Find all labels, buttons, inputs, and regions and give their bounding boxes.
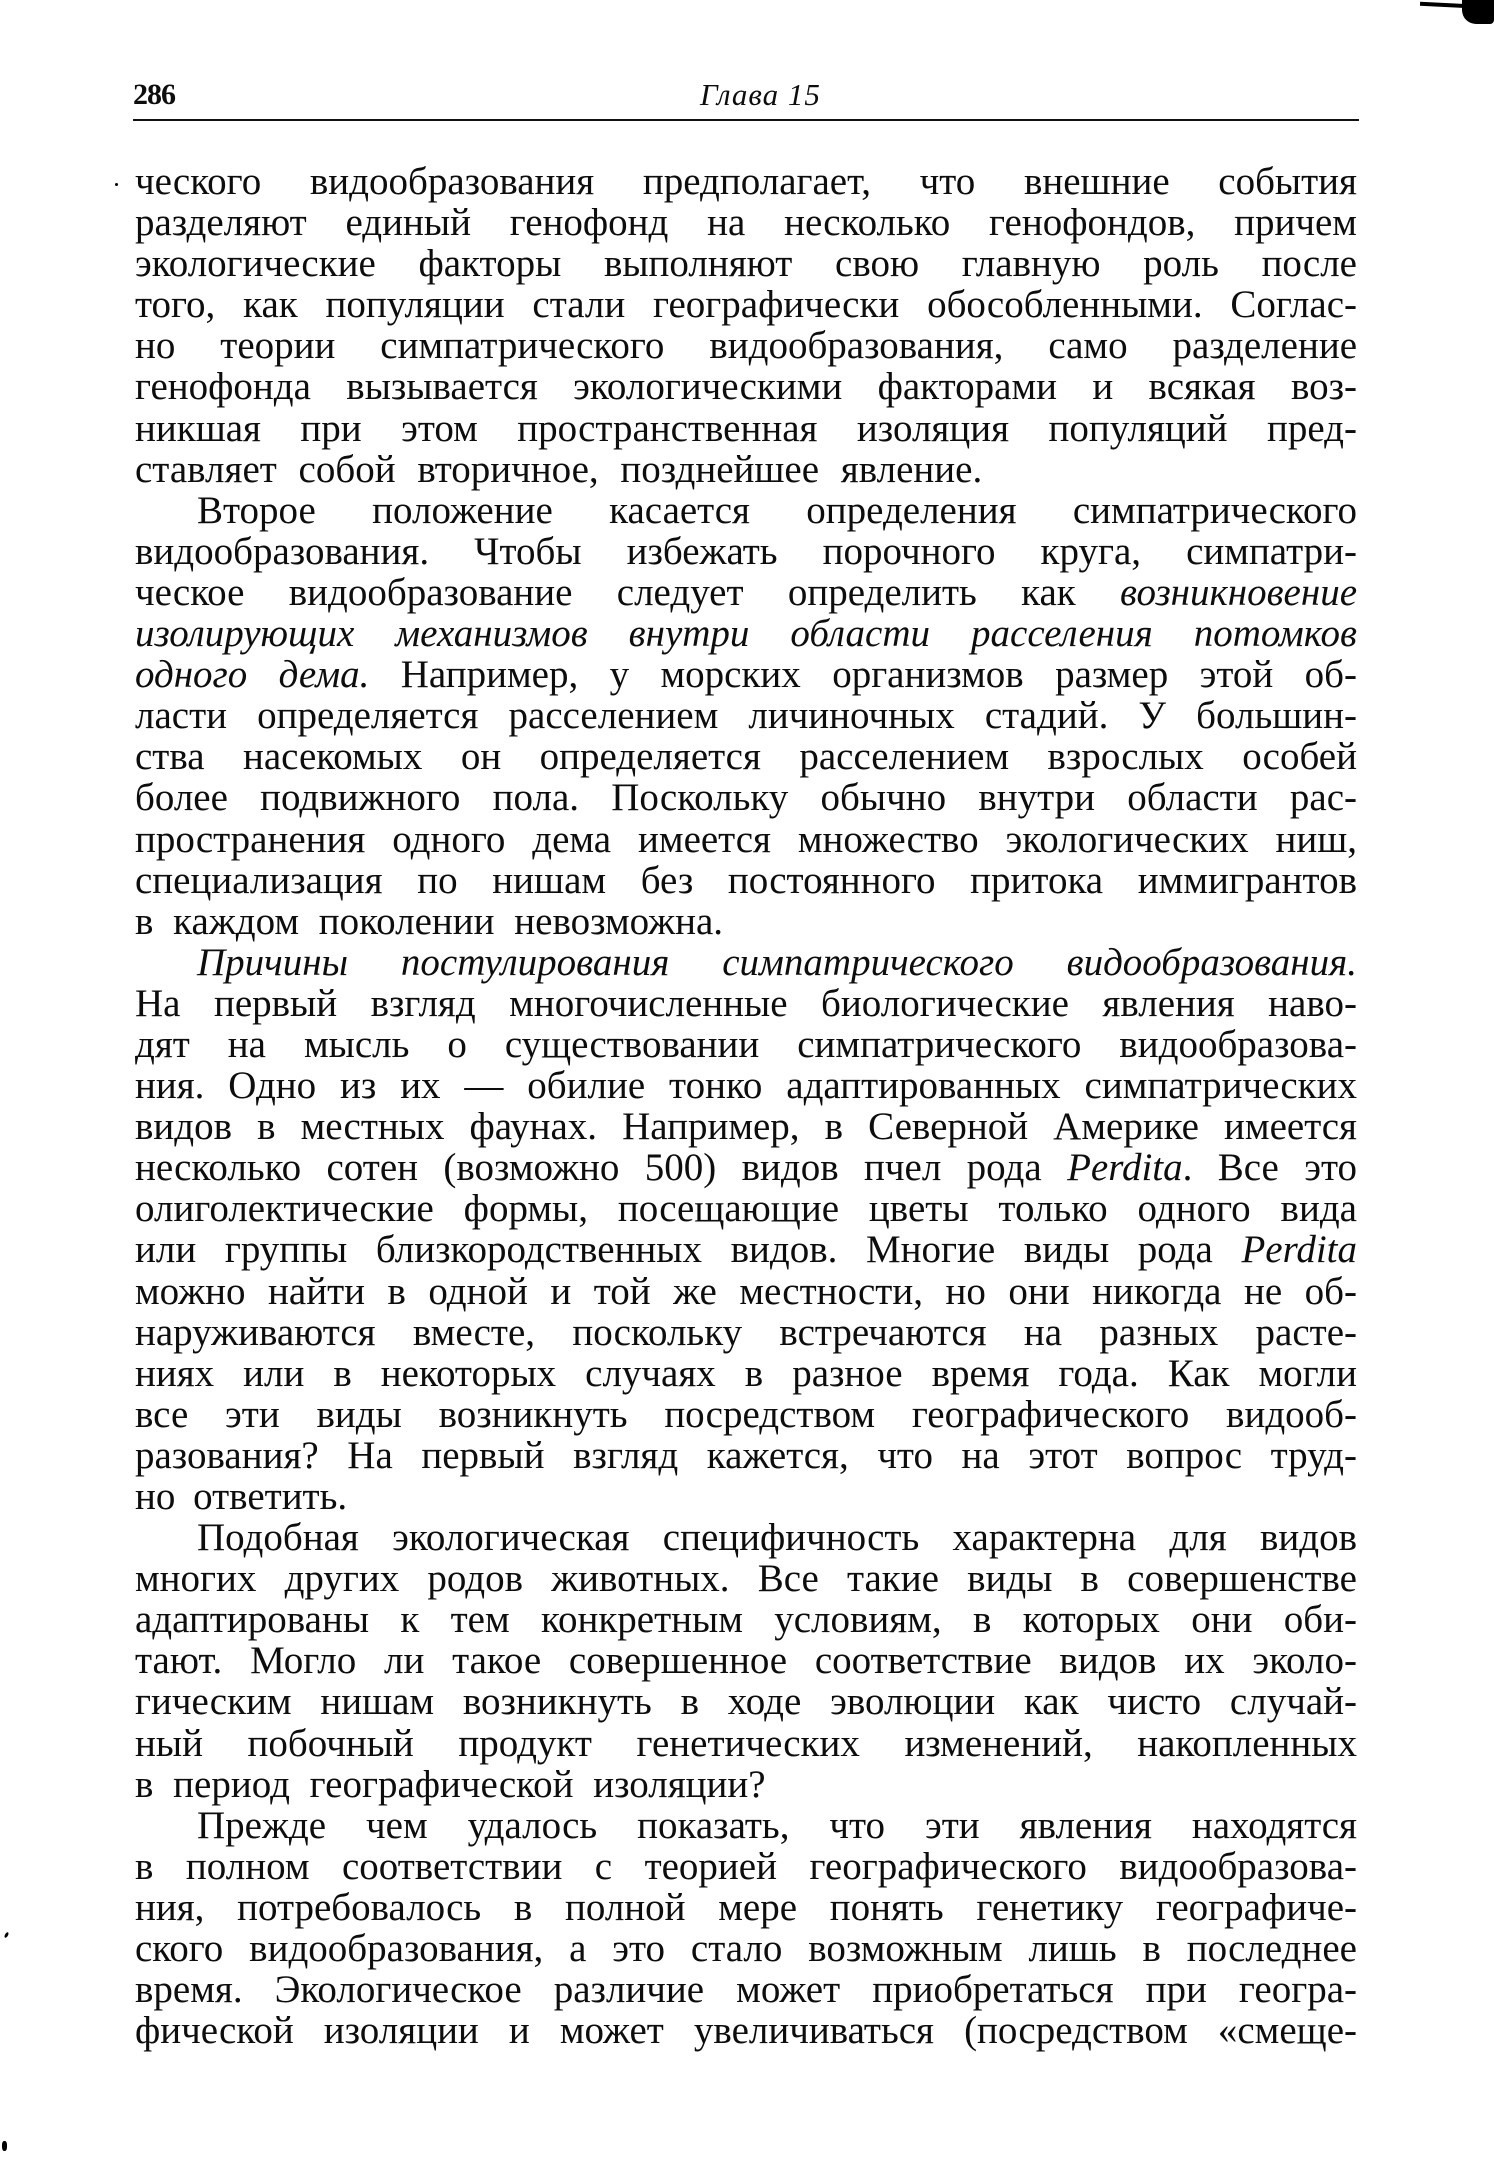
line-text: более подвижного пола. Поскольку обычно внутри области рас- xyxy=(135,776,1357,820)
line-text: можно найти в одной и той же местности, но они никогда не об- xyxy=(135,1269,1357,1313)
line-text: ского видообразования, а это стало возможным лишь в последнее xyxy=(135,1927,1357,1971)
line-text: Прежде чем удалось показать, что эти явления находятся xyxy=(197,1803,1357,1847)
line-text: ческого видообразования предполагает, что внешние события xyxy=(135,160,1357,203)
paragraph xyxy=(135,490,1357,942)
line-text: того, как популяции стали географически обособленными. Соглас- xyxy=(135,283,1357,327)
line-text: ласти определяется расселением личиночных стадий. У большин- xyxy=(135,694,1357,738)
text-line xyxy=(135,366,1357,407)
line-text: многих других родов животных. Все такие виды в совершенстве xyxy=(135,1557,1357,1601)
text-line xyxy=(135,408,1357,449)
line-text: тают. Могло ли такое совершенное соответствие видов их эколо- xyxy=(135,1639,1357,1683)
artifact-dot xyxy=(4,1932,10,1939)
text-segment: . Все это xyxy=(1182,1146,1357,1190)
line-text: разования? На первый взгляд кажется, что на этот вопрос труд- xyxy=(135,1433,1357,1477)
text-line xyxy=(135,1476,1357,1517)
text-line xyxy=(135,1188,1357,1229)
text-line xyxy=(135,1517,1357,1558)
text-segment: несколько сотен (возможно 500) видов пчел рода xyxy=(135,1146,1068,1190)
line-text: но теории симпатрического видообразования, само разделение xyxy=(135,324,1357,368)
text-line xyxy=(135,1640,1357,1681)
line-text: генофонда вызывается экологическими факторами и всякая воз- xyxy=(135,365,1357,409)
text-line xyxy=(135,983,1357,1024)
text-line xyxy=(135,1353,1357,1394)
text-line xyxy=(135,1106,1357,1147)
paragraph xyxy=(135,1805,1357,2052)
text-line xyxy=(135,284,1357,325)
running-head: Глава 15 xyxy=(700,77,821,112)
line-text: На первый взгляд многочисленные биологические явления наво- xyxy=(135,981,1357,1025)
line-text: Второе положение касается определения симпатрического xyxy=(197,488,1357,532)
line-text: гическим нишам возникнуть в ходе эволюции как чисто случай- xyxy=(135,1680,1357,1724)
line-text: ния. Одно из их — обилие тонко адаптированных симпатрических xyxy=(135,1064,1357,1108)
text-line xyxy=(135,449,1357,490)
line-text: экологические факторы выполняют свою главную роль после xyxy=(135,242,1357,286)
text-line xyxy=(135,1024,1357,1065)
line-text: пространения одного дема имеется множество экологических ниш, xyxy=(135,817,1357,861)
text-segment: Например, у морских организмов размер этой об- xyxy=(369,653,1357,697)
text-line xyxy=(135,654,1357,695)
text-line xyxy=(135,1271,1357,1312)
line-text: в каждом поколении невозможна. xyxy=(135,899,724,943)
line-text: наруживаются вместе, поскольку встречаются на разных расте- xyxy=(135,1310,1357,1354)
italic-segment: одного дема. xyxy=(135,653,370,697)
paragraph xyxy=(135,161,1357,490)
text-line xyxy=(135,777,1357,818)
text-line xyxy=(135,1764,1357,1805)
line-text xyxy=(135,1229,1357,1270)
text-line xyxy=(135,1723,1357,1764)
line-text: ставляет собой вторичное, позднейшее явление. xyxy=(135,447,983,491)
artifact-blob xyxy=(1462,0,1494,24)
line-text: адаптированы к тем конкретным условиям, в которых они оби- xyxy=(135,1598,1357,1642)
text-line xyxy=(135,819,1357,860)
text-line xyxy=(135,860,1357,901)
line-text: ния, потребовалось в полной мере понять генетику географиче- xyxy=(135,1885,1357,1929)
text-line xyxy=(135,490,1357,531)
text-line xyxy=(135,202,1357,243)
text-line xyxy=(135,1312,1357,1353)
text-line xyxy=(135,1394,1357,1435)
line-text: но ответить. xyxy=(135,1475,348,1518)
text-line xyxy=(135,613,1357,654)
line-text: олиголектические формы, посещающие цветы только одного вида xyxy=(135,1187,1357,1231)
text-line xyxy=(135,695,1357,736)
text-line xyxy=(135,1846,1357,1887)
line-text xyxy=(135,572,1357,613)
text-segment: ческое видообразование следует определить как xyxy=(135,570,1121,614)
line-text xyxy=(135,1147,1357,1188)
text-line xyxy=(135,325,1357,366)
line-text: специализация по нишам без постоянного притока иммигрантов xyxy=(135,858,1357,902)
line-text: все эти виды возникнуть посредством географического видооб- xyxy=(135,1392,1357,1436)
line-text: фической изоляции и может увеличиваться (посредством «смеще- xyxy=(135,2009,1357,2053)
line-text: дят на мысль о существовании симпатрического видообразова- xyxy=(135,1022,1357,1066)
line-text: ства насекомых он определяется расселением взрослых особей xyxy=(135,735,1357,779)
page-number: 286 xyxy=(133,78,175,111)
line-text: ниях или в некоторых случаях в разное время года. Как могли xyxy=(135,1351,1357,1395)
text-line xyxy=(135,736,1357,777)
text-line xyxy=(135,1928,1357,1969)
line-text: ный побочный продукт генетических изменений, накопленных xyxy=(135,1721,1357,1765)
paragraph xyxy=(135,1517,1357,1805)
text-line xyxy=(135,572,1357,613)
text-line xyxy=(135,1065,1357,1106)
header-rule xyxy=(133,119,1359,121)
italic-heading: Причины постулирования симпатрического видообразования. xyxy=(197,940,1357,984)
text-line xyxy=(135,1435,1357,1476)
text-line xyxy=(135,243,1357,284)
italic-segment: возникновение xyxy=(1120,570,1357,614)
line-text: видообразования. Чтобы избежать порочного круга, симпатри- xyxy=(135,529,1357,573)
text-line xyxy=(135,161,1357,202)
italic-segment: Perdita xyxy=(1241,1228,1357,1272)
paragraph xyxy=(135,942,1357,1517)
text-line xyxy=(135,1147,1357,1188)
line-text: Подобная экологическая специфичность характерна для видов xyxy=(197,1516,1357,1560)
artifact-dot xyxy=(115,183,118,186)
text-line xyxy=(135,1599,1357,1640)
body-text xyxy=(135,161,1357,2051)
text-line xyxy=(135,1681,1357,1722)
text-line xyxy=(135,1969,1357,2010)
text-segment: или группы близкородственных видов. Многие виды рода xyxy=(135,1228,1242,1272)
text-line xyxy=(135,1805,1357,1846)
text-line xyxy=(135,2010,1357,2051)
text-line xyxy=(135,531,1357,572)
italic-segment: Perdita xyxy=(1067,1146,1183,1190)
line-text: время. Экологическое различие может приобретаться при геогра- xyxy=(135,1968,1357,2012)
italic-segment: изолирующих механизмов внутри области расселения потомков xyxy=(135,612,1357,656)
text-line xyxy=(135,901,1357,942)
text-line xyxy=(135,1229,1357,1270)
text-line xyxy=(135,1558,1357,1599)
line-text: в полном соответствии с теорией географического видообразова- xyxy=(135,1844,1357,1888)
line-text: в период географической изоляции? xyxy=(135,1762,766,1806)
artifact-dot xyxy=(2,2141,7,2151)
text-line xyxy=(135,942,1357,983)
line-text: никшая при этом пространственная изоляция популяций пред- xyxy=(135,406,1357,450)
line-text xyxy=(135,654,1357,695)
text-line xyxy=(135,1887,1357,1928)
line-text: разделяют единый генофонд на несколько генофондов, причем xyxy=(135,201,1357,245)
line-text: видов в местных фаунах. Например, в Северной Америке имеется xyxy=(135,1105,1357,1149)
